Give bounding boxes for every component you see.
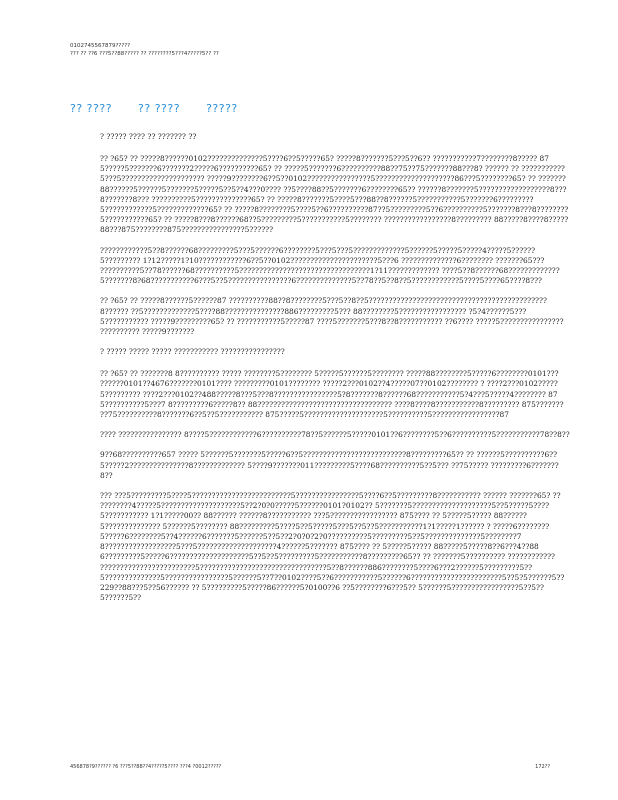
- paragraph: ?? ?65? ?? ?????8??????0102??????????????5????6??5?????65? ?????8???????5???5??6?? ???????????7????????8????? 875?????5???????6???????2?????6??????????65? ?? ?????5???????6??????????88??75??75???????88???8? ?????? ?? ???????????5???5????????????????????? ?????9????????6??5??0102????????????????5????????????????????86???5????????65? ?? ???????88??????5??????5???????5?????5??5??4???0???? ??5????88??5???????6????????65?? ??????8???????5??????????????????8???8???????8??? ??????????5??????????????65? ?? ?????8???????5????5???88??8??????5???????????5???????6?????????5????????????5?????????????65? ?? ?????8????????5????5??6??????????87??5?????????5??6??????????5???????8???8????????5???????????65? ?? ?????8???8??????68??5?????????5???????????5???????? ?????????????????8????????? 88?????8????8?????88???875????????875????????????????5??????: [100, 154, 569, 235]
- paragraph: ???? ???????????????? 8????5????????????6??????????78??5??????5?????0101??6????????5??6??????????5???????????78??8??: [100, 430, 570, 440]
- nav-link-3[interactable]: ?????: [206, 102, 238, 115]
- paragraph: ??? ???5?????????5????5?????????????????????????5????????????????5????6??5?????????8??????????? ?????? ???????65? ?? ????????4?????5????????????????????5??2?0?0?????5??????0101?0102?? 5???????5????????????????????5??5?????5????5??????????? 1?1?????00?? 88?????? ??????8??????????? ???5????????????????? 875???? ?? 5?????5????? 88??????5?????????????? 5??????5???????? 88?????????5????5??5?????5???5??5??5???????????1?1?????1?????? ? ?????6????????5?????6????????5??4??????6???????5??????5??5??2?0?0?2?0??????????5?????????5??5??????????????5????????78??????????????????5???5????????????????????4??????5??????? 875???? ?? 5?????5????? 88?????5?????8??6???4??886?????????5?????6????????????????????5??5??5?????????5???????????8?????????65?? ?? ???????5?????????? ???????????? ????????????????????????5????????????????????????????????5??8??????886????????5????6???2??????5?????????5??5??????????????5????????????????5??????5??7??0102????5??6???????????5??????6???????????????????????5??5?5??????5?? 229??88???5??56?????? ?? 5?????????5?????86??????5?0100??6 ??5????????6???5?? 5??????5?????????????????5??5??5??????5??: [100, 491, 565, 603]
- paragraph: 9??68??????????657 ????? 5??????5???????5?????6??5??????????????????????????8?????????65?? ?? ??????5??????????6??5?????2???????????????8????????????? 5????9???????011?????????5????68??????????5??5??? ??75????? ?????????6???????8??: [100, 450, 559, 480]
- document-footer: [70, 764, 550, 770]
- paragraph: ????????????5??8??????68?????????5???5??????6????????5???5???5?????????????5??????5?????5?????4?????5??????5????????? 1?12?????1?10????????????6??5??0102??????????????????????5???6 ??????????????6???????? ???????65??? ??????????5??78??????68??????????5?????????????????????????????????1?11????????????? ????5??8??????68?????????????5???????8?68???????????6???5??5????????????????6??????????????5??78??5??8??5????????????5????5????65????8???: [100, 245, 560, 286]
- document-header: [70, 42, 219, 58]
- paragraph: ?? ?65? ?? ???????8 8?????????? ????? ????????5???????? 5?????5??????5???????? ?????88????????5?????6????????0101??? ??????0101??4676???????0101???? ?????????0101???????? ?????2???0102??4?????07??0102???????? ? ????2???0102?????5????????? ????2???0102??488?????8???5???8????????????????5?8???????8??????68???????????5?4???5?????4???????? 875??????????5???7 8?????????6?????8?? 88?????????????????????????????????? ????8????8???????????8????????? 875??????? ??75??????????8???????6??5??5??????????? 875?????5????????????????????5??????????5?????????????????87: [100, 369, 564, 420]
- header-line-1: 0102745567879?????: [70, 43, 131, 49]
- nav-link-2[interactable]: ?? ????: [138, 102, 181, 115]
- page-number: 172??: [535, 764, 550, 770]
- nav-link-1[interactable]: ?? ????: [70, 102, 113, 115]
- header-line-2: ??? ?? ??6 ???5??88????? ?? ????????5???4?????5?? ??: [70, 51, 219, 57]
- section-title-2: ? ????? ????? ????? ??????????? ????????????????: [100, 347, 285, 357]
- footer-left-text: 456878?9?????? ?6 ???5??88??4?????5???? ???4 ?0012?????: [70, 764, 222, 770]
- top-nav: [70, 102, 238, 115]
- main-content: [100, 132, 570, 613]
- section-title-1: ? ????? ???? ?? ??????? ??: [100, 132, 197, 141]
- paragraph: ?? ?65? ?? ?????8??????5??????87 ??????????88??8????????5???5??8??5?????????????????????????????????????????????8?????? ??5?????????????5????88???????????????886?????????5??? 88????????5????????????????? ?5?4??????5???5??????????? ?????9?????????65? ?? ???????????5?????87 ????5???????5???8??8??????????? ??6???? ?????5???????????????? ?????????? ?????9???????: [100, 296, 564, 337]
